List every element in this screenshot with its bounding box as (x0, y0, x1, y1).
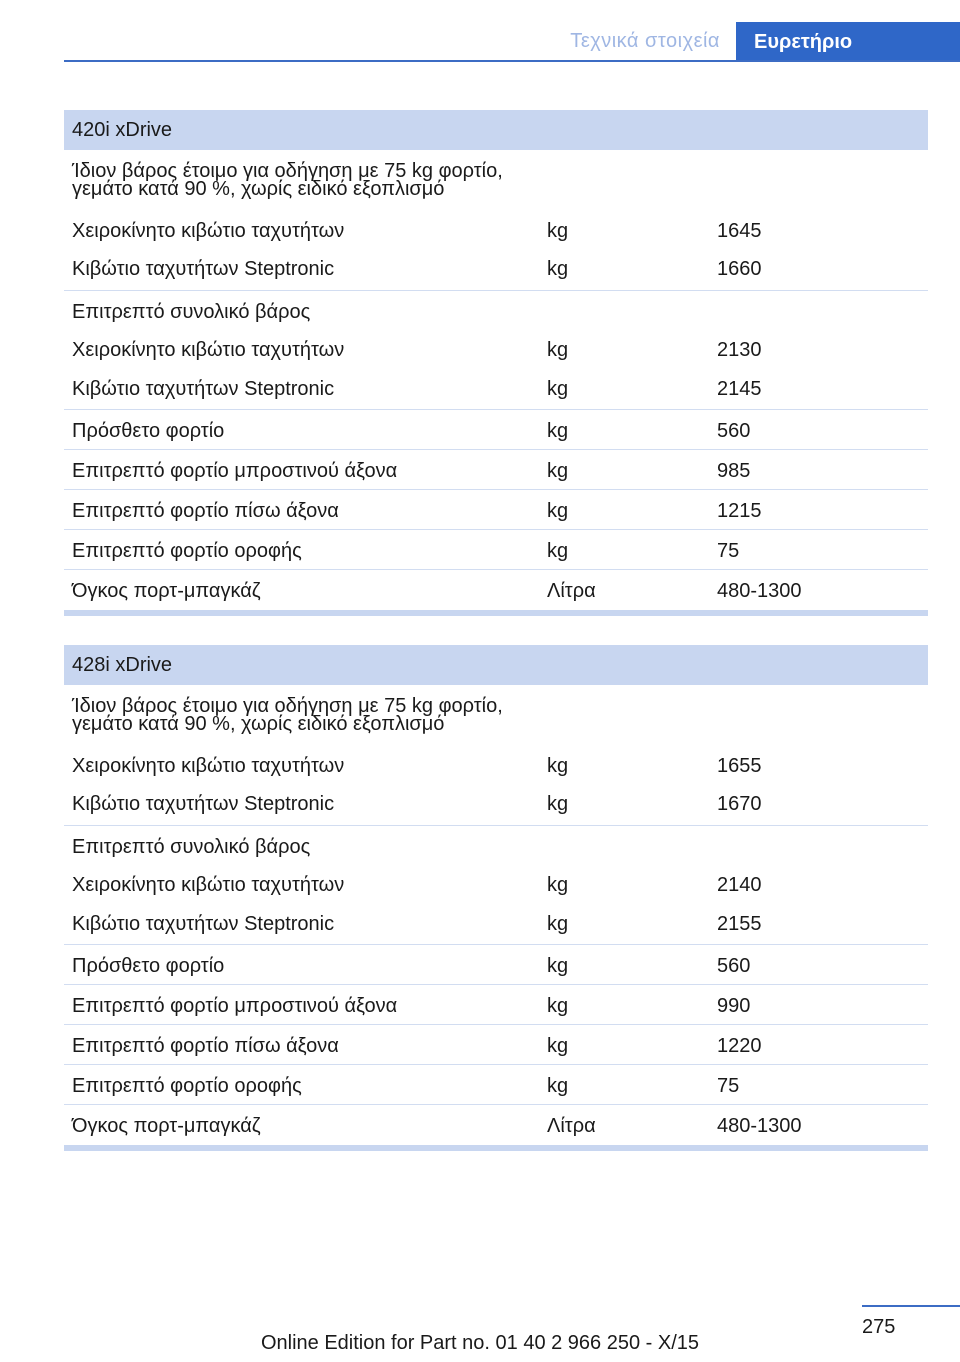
table-row (64, 150, 928, 182)
page-number-divider (862, 1305, 960, 1307)
tab-index-label: Ευρετήριο (754, 30, 853, 53)
tab-technical-data[interactable]: Τεχνικά στοιχεία (570, 30, 720, 52)
table-title: 420i xDrive (64, 110, 928, 150)
row-label: Επιτρεπτό φορτίο οροφής (72, 1075, 302, 1097)
table-row (64, 985, 928, 1025)
table-row (64, 291, 928, 331)
row-label: Επιτρεπτό φορτίο μπροστινού άξονα (72, 995, 398, 1017)
row-label: Επιτρεπτό συνολικό βάρος (72, 836, 311, 858)
header-divider (64, 60, 960, 62)
table-row (64, 685, 928, 717)
row-label: Όγκος πορτ-μπαγκάζ (72, 580, 261, 602)
table-row (64, 743, 928, 783)
table-row (64, 370, 928, 410)
row-label: Ίδιον βάρος έτοιμο για οδήγηση με 75 kg φορτίο, (72, 695, 503, 717)
row-label: Επιτρεπτό φορτίο πίσω άξονα (72, 500, 339, 522)
row-value: 480-1300 (717, 1115, 802, 1137)
row-label: Όγκος πορτ-μπαγκάζ (72, 1115, 261, 1137)
table-title: 428i xDrive (64, 645, 928, 685)
row-label: Επιτρεπτό συνολικό βάρος (72, 301, 311, 323)
table-row (64, 331, 928, 370)
row-unit: Λίτρα (547, 580, 596, 602)
table-row (64, 783, 928, 826)
row-unit: kg (547, 955, 569, 977)
row-label: Κιβώτιο ταχυτήτων Steptronic (72, 793, 335, 815)
row-unit: kg (547, 540, 569, 562)
table-row (64, 1065, 928, 1105)
row-unit: Λίτρα (547, 1115, 596, 1137)
row-label: γεμάτο κατά 90 %, χωρίς ειδικό εξοπλισμό (72, 713, 445, 735)
row-value: 1660 (717, 258, 762, 280)
row-unit: kg (547, 258, 569, 280)
row-value: 75 (717, 540, 740, 562)
table-row (64, 570, 928, 610)
row-unit: kg (547, 1075, 569, 1097)
row-unit: kg (547, 220, 569, 242)
row-label: Χειροκίνητο κιβώτιο ταχυτήτων (72, 339, 345, 361)
tab-index[interactable] (736, 22, 960, 62)
table-bottom-bar (64, 1145, 928, 1151)
row-unit: kg (547, 339, 569, 361)
row-unit: kg (547, 995, 569, 1017)
row-value: 985 (717, 460, 751, 482)
table-row (64, 905, 928, 945)
row-unit: kg (547, 378, 569, 400)
row-unit: kg (547, 874, 569, 896)
row-unit: kg (547, 460, 569, 482)
row-unit: kg (547, 793, 569, 815)
table-row (64, 866, 928, 905)
row-value: 2155 (717, 913, 762, 935)
row-value: 1645 (717, 220, 762, 242)
table-row (64, 490, 928, 530)
table-row (64, 1025, 928, 1065)
row-label: Επιτρεπτό φορτίο πίσω άξονα (72, 1035, 339, 1057)
row-label: Πρόσθετο φορτίο (72, 420, 225, 442)
row-value: 2130 (717, 339, 762, 361)
row-unit: kg (547, 420, 569, 442)
row-value: 560 (717, 420, 751, 442)
row-label: Κιβώτιο ταχυτήτων Steptronic (72, 378, 335, 400)
row-unit: kg (547, 913, 569, 935)
row-value: 2145 (717, 378, 762, 400)
row-unit: kg (547, 500, 569, 522)
table-row (64, 450, 928, 490)
row-unit: kg (547, 1035, 569, 1057)
spec-table-420i (64, 110, 928, 616)
row-label: Κιβώτιο ταχυτήτων Steptronic (72, 258, 335, 280)
table-row (64, 826, 928, 866)
table-row (64, 945, 928, 985)
row-value: 1655 (717, 755, 762, 777)
row-label: Χειροκίνητο κιβώτιο ταχυτήτων (72, 874, 345, 896)
row-value: 480-1300 (717, 580, 802, 602)
table-bottom-bar (64, 610, 928, 616)
row-label: Χειροκίνητο κιβώτιο ταχυτήτων (72, 755, 345, 777)
spec-table-428i (64, 645, 928, 1151)
row-value: 75 (717, 1075, 740, 1097)
edition-footer: Online Edition for Part no. 01 40 2 966 250 - X/15 (260, 1332, 700, 1354)
row-value: 1215 (717, 500, 762, 522)
table-row (64, 530, 928, 570)
row-label: Χειροκίνητο κιβώτιο ταχυτήτων (72, 220, 345, 242)
row-value: 1670 (717, 793, 762, 815)
row-label: Κιβώτιο ταχυτήτων Steptronic (72, 913, 335, 935)
table-row (64, 711, 928, 743)
row-value: 560 (717, 955, 751, 977)
row-value: 990 (717, 995, 751, 1017)
row-label: Πρόσθετο φορτίο (72, 955, 225, 977)
table-row (64, 1105, 928, 1145)
row-unit: kg (547, 755, 569, 777)
table-row (64, 248, 928, 291)
table-row (64, 410, 928, 450)
row-value: 1220 (717, 1035, 762, 1057)
page-number: 275 (862, 1316, 896, 1338)
table-row (64, 176, 928, 208)
row-label: Επιτρεπτό φορτίο μπροστινού άξονα (72, 460, 398, 482)
row-value: 2140 (717, 874, 762, 896)
row-label: Ίδιον βάρος έτοιμο για οδήγηση με 75 kg φορτίο, (72, 160, 503, 182)
table-row (64, 208, 928, 248)
row-label: γεμάτο κατά 90 %, χωρίς ειδικό εξοπλισμό (72, 178, 445, 200)
row-label: Επιτρεπτό φορτίο οροφής (72, 540, 302, 562)
